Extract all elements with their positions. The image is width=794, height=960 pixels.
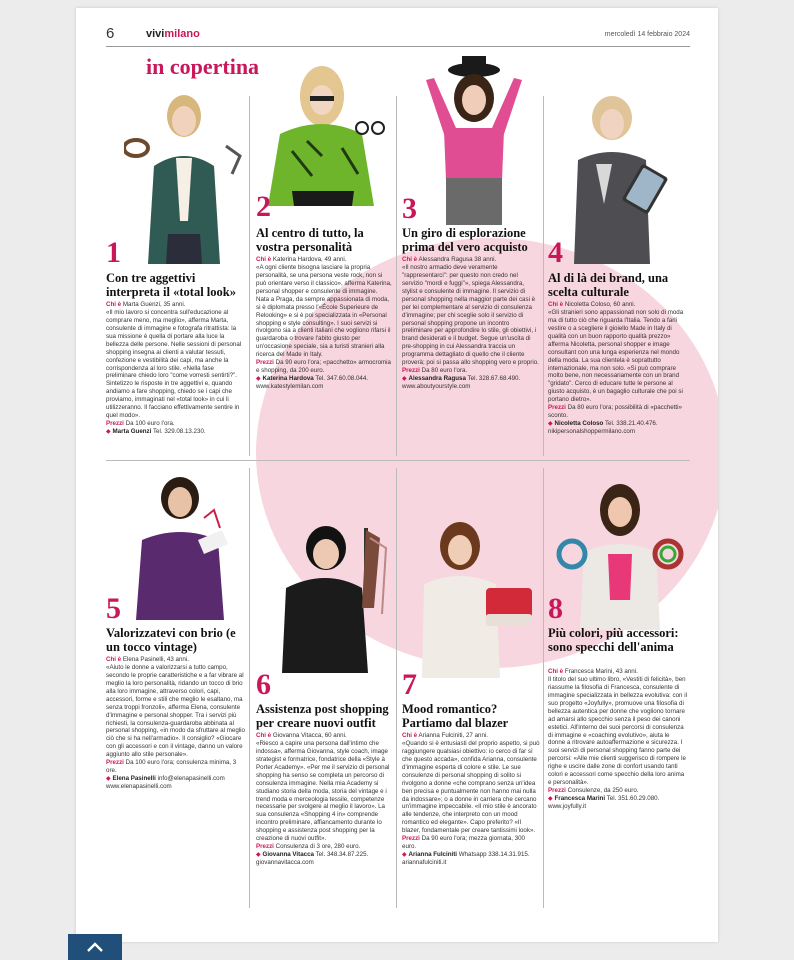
prezzi-label: Prezzi (256, 843, 274, 851)
article-text: «A ogni cliente bisogna lasciare la propria personalità, se una persona veste rock, non si può orientare verso il classico», afferma Katerina, personal shopper e consulente di immagine. Nata a Praga, da sempre appassionata di moda, si è diplomata presso l'«École Superieure de Relooking» e si è poi specializzata in «Personal shopping e style consulting». I suoi servizi si rivolgono sia a clienti italiani che vogliono rifarsi il guardaroba o trovare l'abito giusto per un'occasione speciale, sia a turisti stranieri alla ricerca del Made in Italy. (256, 263, 392, 359)
portrait-photo-6 (276, 518, 396, 673)
article-number: 4 (548, 236, 563, 269)
newspaper-page (76, 8, 718, 942)
prezzi-label: Prezzi (548, 404, 566, 412)
portrait-photo-8 (554, 480, 684, 630)
gem-icon: ◆ (548, 795, 553, 802)
article-title: Un giro di esplorazione prima del vero acquisto (402, 226, 528, 254)
gem-icon: ◆ (106, 775, 111, 783)
issue-date: mercoledì 14 febbraio 2024 (604, 31, 690, 38)
article-title: Mood romantico? Partiamo dal blazer (402, 702, 509, 730)
prezzi-text: Da 80 euro l'ora. (421, 367, 468, 375)
contact-tel: Tel. 347.60.08.044. (315, 375, 368, 383)
contact-tel: Tel. 348.34.87.225. (315, 851, 369, 859)
article-title: Al di là dei brand, una scelta culturale (548, 271, 669, 299)
article-text: «Aiuto le donne a valorizzarsi a tutto campo, secondo le proprie caratteristiche e a far vibrare al meglio la loro personalità, ridando un tocco di brio alla loro immagine, attraverso colori, capi, accessori, forme e stili che meglio le esaltano, ma senza troppi fronzoli», afferma Elena, consulente d'immagine e personal shopper. Tra i servizi più richiesti, la consulenza-guardaroba abbinata al personal shopping, «in modo da sfruttare al meglio ciò che si ha nell'armadio». Il consiglio? «Giocare con gli accessori e con il vintage, danno un valore aggiunto allo stile personale». (106, 663, 245, 759)
back-to-top-button[interactable] (68, 934, 122, 960)
portrait-photo-7 (416, 518, 536, 678)
prezzi-text: Consulenze, da 250 euro. (567, 787, 639, 795)
contact-name: Francesca Marini (554, 795, 606, 802)
chi-text: Alessandra Ragusa 38 anni. (418, 256, 497, 263)
chi-text: Arianna Fulciniti, 27 anni. (418, 732, 489, 739)
article-number: 1 (106, 236, 121, 269)
article-text: «Riesco a capire una persona dall'intimo che indossa», afferma Giovanna, style coach, image strategist e formatrice, fondatrice della «Style à Porter Academy». «Per me il servizio di personal shopping ha senso se completa un percorso di consulenza immagine. Nella mia Academy si studiano storia della moda, storia del vintage e i trend moda e merceologia tessile, competenze necessarie per svolgere al meglio il lavoro». La sua consulenza «Shopping 4 in» comprende incontro preliminare, affiancamento durante lo shopping e assistenza post shopping per la creazione di nuovi outfit». (256, 739, 390, 843)
article-body (402, 256, 540, 391)
article-body (402, 732, 540, 867)
portrait-photo-2 (262, 56, 396, 206)
prezzi-label: Prezzi (402, 367, 420, 375)
prezzi-text: Da 80 euro l'ora; possibilità di «pacchetti» sconto. (548, 404, 682, 420)
gem-icon: ◆ (548, 420, 553, 428)
contact-tel: Tel. 329.08.13.230. (152, 428, 206, 435)
prezzi-text: Da 100 euro l'ora; consulenza minima, 3 ore. (106, 759, 237, 775)
article-body (548, 301, 688, 436)
article-number: 3 (402, 192, 417, 225)
chi-label: Chi è (402, 732, 418, 739)
website-link[interactable]: ariannafulciniti.it (402, 859, 447, 866)
portrait-photo-3 (406, 50, 542, 225)
website-link[interactable]: www.aboutyourstyle.com (402, 383, 471, 390)
chi-text: Marta Guenzi, 35 anni. (122, 301, 186, 308)
prezzi-text: Da 90 euro l'ora; «pacchetto» armocromia e shopping, da 200 euro. (256, 359, 391, 375)
chi-text: Giovanna Vitacca, 60 anni. (272, 732, 347, 739)
website-link[interactable]: www.joyfully.it (548, 802, 587, 810)
article-number: 7 (402, 668, 417, 701)
contact-tel: Whatsapp 338.14.31.915. (458, 851, 530, 859)
chi-label: Chi è (106, 656, 122, 663)
article-number: 8 (548, 592, 563, 625)
portrait-photo-4 (568, 94, 668, 264)
article-number: 2 (256, 190, 271, 223)
article-body (106, 301, 246, 436)
prezzi-label: Prezzi (106, 420, 124, 428)
gem-icon: ◆ (402, 375, 407, 383)
column-divider (543, 468, 544, 908)
gem-icon: ◆ (256, 851, 261, 859)
prezzi-text: Consulenza di 3 ore, 280 euro. (275, 843, 361, 851)
article-text: Il titolo del suo ultimo libro, «Vestiti di felicità», ben riassume la filosofia di Francesca, consulente di immagine specializzata in bellezza evolutiva: con il suo progetto «Joyfully», promuove una filosofia di bellezza autentica per donne che vogliono tornare ad amarsi allo specchio senza il peso dei canoni estetici. All'interno dei suoi percorsi di consulenza di immagine e «coaching evolutivo», aiuta le donne a ritrovare autoaffermazione e sicurezza. I suoi servizi di personal shopping fanno parte dei percorsi: «Alle mie clienti suggerisco di rompere le righe e uscire dalle zone di confort usando tanti colori e accessori come specchio della loro anima e personalità». (548, 675, 687, 787)
chi-text: Elena Pasinelli, 43 anni. (122, 656, 189, 663)
chevron-up-icon (85, 940, 105, 954)
page-header (106, 25, 690, 47)
portrait-photo-1 (124, 86, 244, 264)
portrait-photo-5 (128, 470, 242, 620)
website-link[interactable]: nikipersonalshoppermilano.com (548, 428, 636, 435)
contact-name: Katerina Hardova (262, 375, 314, 383)
column-divider (249, 96, 250, 456)
website-link[interactable]: www.elenapasinelli.com (106, 783, 172, 790)
prezzi-label: Prezzi (106, 759, 124, 767)
article-body (256, 732, 394, 867)
row-divider (106, 460, 690, 461)
contact-name: Giovanna Vitacca (262, 851, 314, 859)
contact-name: Elena Pasinelli (112, 775, 156, 783)
article-title: Al centro di tutto, la vostra personalità (256, 226, 364, 254)
column-divider (396, 468, 397, 908)
gem-icon: ◆ (402, 851, 407, 859)
article-body (106, 656, 246, 791)
gem-icon: ◆ (256, 375, 261, 383)
website-link[interactable]: giovannavitacca.com (256, 859, 314, 866)
column-divider (396, 96, 397, 456)
chi-text: Katerina Hardova, 49 anni. (272, 256, 347, 263)
article-number: 5 (106, 592, 121, 625)
chi-text: Francesca Marini, 43 anni. (564, 668, 638, 675)
contact-name: Alessandra Ragusa (408, 375, 466, 383)
prezzi-label: Prezzi (256, 359, 274, 367)
article-text: «Il mio lavoro si concentra sull'educazione al comprare meno, ma meglio», afferma Marta, consulente di immagine e fotografa ritrattista: la sua missione è quella di portare alla luce la bellezza delle persone. Nelle sessioni di personal shopping insegna ai clienti a valutar tessuti, confezione e vestibilità dei capi, ma anche la corrispondenza al loro stile. «Nella fase preliminare chiedo loro "come vorresti sentirti?". Sintetizzo le risposte in tre aggettivi e, quando andiamo a fare shopping, chiedo se i capi che proviamo, immaginati nel «total look» in cui li utilizzeranno. Il facciano effettivamente sentire in quel modo». (106, 308, 242, 420)
page-number: 6 (106, 25, 115, 42)
chi-label: Chi è (256, 256, 272, 263)
contact-name: Nicoletta Coloso (554, 420, 604, 428)
chi-label: Chi è (548, 668, 564, 675)
column-divider (249, 468, 250, 908)
contact-name: Arianna Fulciniti (408, 851, 457, 859)
article-text: «Gli stranieri sono appassionati non solo di moda ma di tutto ciò che riguarda l'Italia. Tendo a farli vestire o a scegliere il gioiello Made in Italy di qualità con un buon rapporto qualità prezzo» afferma Nicoletta, personal shopper e image consultant con una lunga esperienza nel mondo della moda. La sua clientela è soprattutto internazionale, ma non solo. «Si può comprare molto bene, non necessariamente con un brand "gridato". Cerco di educare tutte le persone al giusto acquisto, è un bagaglio culturale che poi si portano dietro». (548, 308, 684, 404)
article-body (256, 256, 392, 391)
chi-label: Chi è (548, 301, 564, 308)
contact-email[interactable]: info@elenapasinelli.com (157, 775, 225, 783)
logo-part-b: milano (164, 28, 200, 40)
masthead-logo (146, 28, 200, 40)
section-title: in copertina (146, 54, 260, 79)
article-text: «Il nostro armadio deve veramente "rappresentarci": per questo non credo nel servizio "mordi e fuggi"», spiega Alessandra, stylist e consulente di immagine. Il servizio di personal shopping nella maggior parte dei casi è per lei complementare al servizio di consulenza d'immagine; per chi sceglie solo il servizio di personal shopping propone un incontro preliminare per approfondire lo stile, gli obiettivi, i brand desiderati e il budget. Segue un'uscita di pre-shopping in cui Alessandra traccia un programma dettagliato di quello che il cliente proverà; poi si passa allo shopping vero e proprio. (402, 263, 539, 367)
article-body (548, 668, 688, 811)
logo-part-a: vivi (146, 28, 165, 40)
column-divider (543, 96, 544, 456)
article-title: Con tre aggettivi interpreta il «total look» (106, 271, 236, 299)
chi-label: Chi è (106, 301, 122, 308)
contact-tel: Tel. 351.60.29.080. (606, 795, 660, 802)
website-link[interactable]: www.katestylemilan.com (256, 383, 324, 390)
article-title: Assistenza post shopping per creare nuovi outfit (256, 702, 389, 730)
chi-label: Chi è (402, 256, 418, 263)
article-title: Più colori, più accessori: sono specchi dell'anima (548, 626, 679, 654)
contact-tel: Tel. 338.21.40.476. (604, 420, 658, 428)
contact-tel: Tel. 328.67.68.490. (467, 375, 521, 383)
gem-icon: ◆ (106, 428, 111, 435)
prezzi-text: Da 100 euro l'ora. (125, 420, 175, 428)
article-number: 6 (256, 668, 271, 701)
contact-name: Marta Guenzi (112, 428, 152, 435)
article-text: «Quando si è entusiasti del proprio aspetto, si può raggiungere qualsiasi obiettivo: io cerco di far sì che questo accada», confida Arianna, consulente d'immagine esperta di colore e stile. Le sue consulenze di personal shopping di solito si rivolgono a donne «che comprano senza un'idea ben precisa e puntualmente non hanno mai nulla da indossare»; o a donne in carriera che cercano un'immagine impeccabile. «Il mio stile è ancorato alle tendenze, che interpreto con un mood romantico ed elegante». Capo preferito? «Il blazer, fondamentale per creare tantissimi look». (402, 739, 540, 835)
chi-label: Chi è (256, 732, 272, 739)
prezzi-label: Prezzi (402, 835, 420, 843)
prezzi-text: Da 90 euro l'ora; mezza giornata, 300 euro. (402, 835, 525, 851)
prezzi-label: Prezzi (548, 787, 566, 795)
article-title: Valorizzatevi con brio (e un tocco vintage) (106, 626, 236, 654)
chi-text: Nicoletta Coloso, 60 anni. (564, 301, 636, 308)
